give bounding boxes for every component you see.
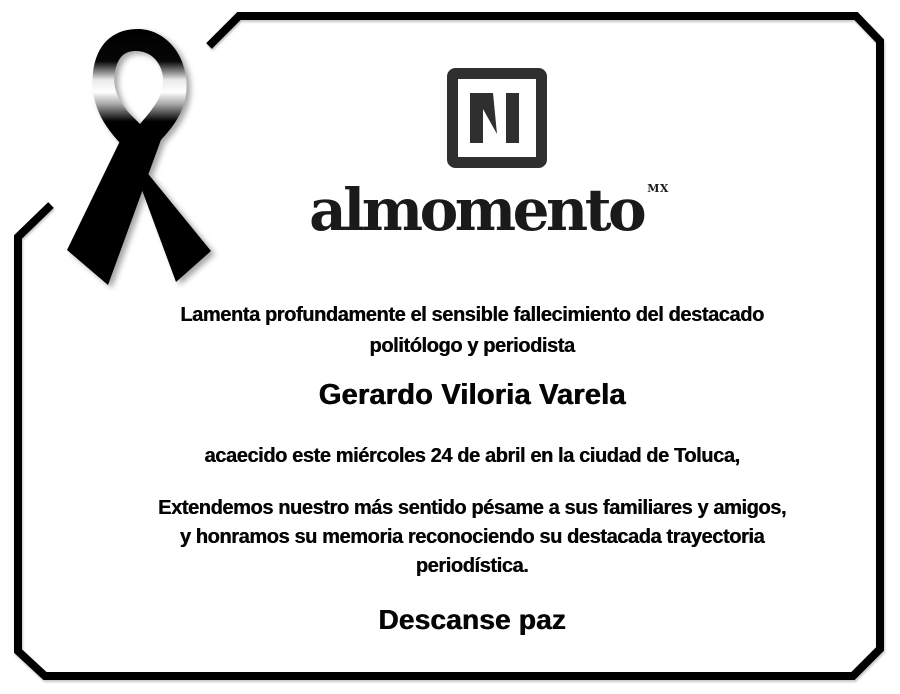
intro-line-2: politólogo y periodista: [369, 335, 575, 357]
intro-line-1: Lamenta profundamente el sensible fallecimiento del destacado: [180, 304, 764, 326]
ribbon-loop: [93, 29, 187, 163]
almomento-n-logo-icon: [447, 68, 547, 168]
condolence-line-2: y honramos su memoria reconociendo su destacada trayectoria: [179, 526, 765, 548]
intro-paragraph: [44, 300, 900, 362]
mourning-ribbon-icon: [62, 27, 222, 295]
condolence-line-3: periodística.: [415, 555, 529, 577]
wordmark-mx-superscript: MX: [647, 182, 669, 195]
almomento-wordmark: [289, 176, 689, 246]
deceased-name: Gerardo Viloria Varela: [318, 379, 626, 411]
condolence-paragraph: [44, 494, 900, 581]
ribbon-left-tail: [67, 137, 162, 285]
wordmark-text: almomento: [309, 176, 644, 244]
event-line: acaecido este miércoles 24 de abril en la ciudad de Toluca,: [204, 445, 740, 467]
condolence-line-1: Extendemos nuestro más sentido pésame a sus familiares y amigos,: [158, 497, 786, 519]
farewell-line: Descanse paz: [378, 604, 566, 635]
